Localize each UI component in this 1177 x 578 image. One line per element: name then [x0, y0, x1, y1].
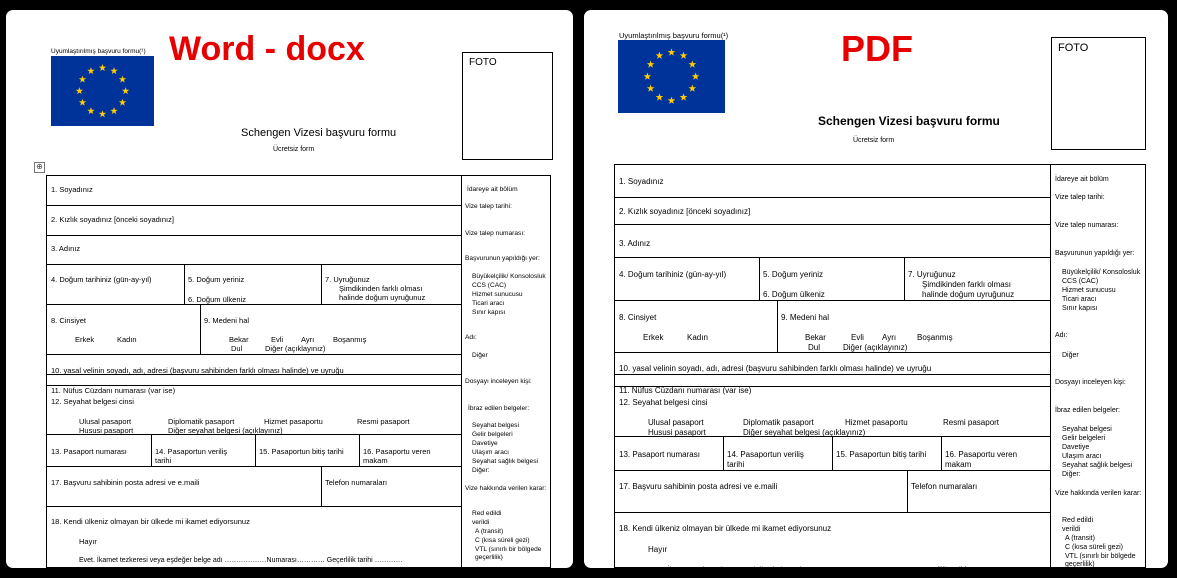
field-travel-document-type: 12. Seyahat belgesi cinsi [51, 397, 134, 406]
field-passport-issue-date-2: tarihi [155, 456, 172, 465]
pdf-side-application-number: Vize talep numarası: [1055, 222, 1119, 229]
pdf-option-separated[interactable]: Ayrı [882, 333, 897, 342]
pdf-option-residence-yes[interactable]: Evet. İkamet tezkeresi veya eşdeğer belge adı ………………Numarası………… Geçerlilik tarihi ………… [648, 565, 1000, 574]
field-passport-expiry[interactable]: 15. Pasaportun bitiş tarihi [259, 447, 344, 456]
pdf-side-file-handled-by: Dosyayı inceleyen kişi: [1055, 379, 1126, 386]
option-female[interactable]: Kadın [117, 335, 137, 344]
pdf-field-residence: 18. Kendi ülkeniz olmayan bir ülkede mi ikamet ediyorsunuz [619, 524, 832, 533]
field-residence: 18. Kendi ülkeniz olmayan bir ülkede mi ikamet ediyorsunuz [51, 517, 250, 526]
pdf-field-travel-document-type: 12. Seyahat belgesi cinsi [619, 398, 708, 407]
eu-flag-star-icon [668, 97, 676, 104]
pdf-field-passport-issuer[interactable]: 16. Pasaportu veren [945, 450, 1018, 459]
field-address-email[interactable]: 17. Başvuru sahibinin posta adresi ve e.maili [51, 478, 200, 487]
pdf-side-lodged-embassy: Büyükelçilik/ Konsolosluk [1062, 269, 1141, 276]
pdf-field-nationality-note-2: halinde doğum uyruğunuz [922, 290, 1015, 299]
side-decision-ltv: VTL (sınırlı bir bölgede geçerlilik) [475, 546, 542, 561]
option-single[interactable]: Bekar [229, 335, 249, 344]
pdf-label: PDF [841, 28, 913, 69]
eu-flag-star-icon [110, 107, 117, 114]
eu-flag-star-icon [119, 99, 126, 106]
field-birth-date[interactable]: 4. Doğum tarihiniz (gün-ay-yıl) [51, 275, 152, 284]
option-marital-other[interactable]: Diğer (açıklayınız) [265, 344, 326, 353]
option-separated[interactable]: Ayrı [301, 335, 315, 344]
table-move-handle-icon[interactable]: ⊕ [34, 162, 45, 173]
word-panel [6, 10, 573, 568]
eu-flag-star-icon [656, 93, 664, 100]
side-doc-transport: Ulaşım aracı [472, 449, 510, 456]
pdf-side-decision-a: A (transit) [1065, 535, 1095, 542]
eu-flag-star-icon [79, 76, 86, 83]
pdf-option-marital-other[interactable]: Diğer (açıklayınız) [843, 343, 908, 352]
pdf-form-title: Schengen Vizesi başvuru formu [818, 114, 1000, 128]
eu-flag-star-icon [647, 85, 655, 92]
side-lodged-intermediary: Ticari aracı [472, 300, 505, 307]
pdf-field-passport-expiry[interactable]: 15. Pasaportun bitiş tarihi [836, 450, 927, 459]
pdf-side-official-section: İdareye ait bölüm [1055, 176, 1109, 183]
field-nationality-note-2: halinde doğum uyruğunuz [339, 293, 426, 302]
option-service-passport[interactable]: Hizmet pasaportu [264, 417, 323, 426]
field-sex: 8. Cinsiyet [51, 316, 87, 325]
field-birth-country[interactable]: 6. Doğum ülkeniz [188, 295, 246, 304]
pdf-option-male[interactable]: Erkek [643, 333, 664, 342]
pdf-field-address-email[interactable]: 17. Başvuru sahibinin posta adresi ve e.maili [619, 482, 778, 491]
side-decision-issued: verildi [472, 519, 490, 526]
option-widow[interactable]: Dul [231, 344, 243, 353]
field-passport-number[interactable]: 13. Pasaport numarası [51, 447, 127, 456]
field-nationality[interactable]: 7. Uyruğunuz [325, 275, 370, 284]
eu-flag-star-icon [680, 93, 688, 100]
field-marital-status: 9. Medeni hal [204, 316, 250, 325]
pdf-side-doc-invitation: Davetiye [1062, 444, 1090, 451]
pdf-field-guardian[interactable]: 10. yasal velinin soyadı, adı, adresi (başvuru sahibinden farklı olması halinde) ve uyruğu [619, 364, 932, 373]
pdf-option-female[interactable]: Kadın [687, 333, 708, 342]
side-decision-a: A (transit) [475, 528, 504, 535]
eu-flag-star-icon [644, 72, 652, 79]
form-title: Schengen Vizesi başvuru formu [241, 127, 397, 139]
pdf-option-married[interactable]: Evli [851, 333, 864, 342]
pdf-side-other: Diğer [1062, 352, 1079, 359]
eu-flag-star-icon [689, 85, 697, 92]
option-diplomatic-passport[interactable]: Diplomatik pasaport [168, 417, 235, 426]
option-ordinary-passport[interactable]: Ulusal pasaport [79, 417, 132, 426]
pdf-field-nationality-note-1: Şimdikinden farklı olması [922, 280, 1011, 289]
option-married[interactable]: Evli [271, 335, 284, 344]
pdf-field-passport-number[interactable]: 13. Pasaport numarası [619, 450, 700, 459]
pdf-side-doc-transport: Ulaşım aracı [1062, 453, 1102, 460]
side-name: Adı: [465, 334, 477, 341]
pdf-form-subtitle: Ücretsiz form [853, 137, 895, 144]
pdf-side-doc-insurance: Seyahat sağlık belgesi [1062, 462, 1133, 469]
side-doc-invitation: Davetiye [472, 440, 498, 447]
form-subtitle: Ücretsiz form [273, 146, 315, 153]
pdf-side-doc-means: Gelir belgeleri [1062, 435, 1106, 442]
pdf-side-lodged-provider: Hizmet sunucusu [1062, 287, 1116, 294]
side-doc-travel: Seyahat belgesi [472, 422, 519, 429]
side-decision-c: C (kısa süreli gezi) [475, 537, 530, 544]
consolidated-form-note: Uyumlaştırılmış başvuru formu(¹) [51, 48, 146, 55]
word-docx-label: Word - docx [169, 30, 365, 68]
pdf-form-table [614, 164, 1146, 574]
pdf-side-doc-other: Diğer: [1062, 471, 1081, 478]
side-official-section: İdareye ait bölüm [467, 186, 518, 193]
field-guardian[interactable]: 10. yasal velinin soyadı, adı, adresi (başvuru sahibinden farklı olması halinde) ve uyruğu [51, 366, 344, 375]
pdf-field-surname[interactable]: 1. Soyadınız [619, 177, 664, 186]
field-phone[interactable]: Telefon numaraları [325, 478, 388, 487]
pdf-side-decision-ltv: VTL (sınırlı bir bölgede geçerlilik) [1065, 553, 1136, 569]
pdf-side-application-date: Vize talep tarihi: [1055, 194, 1105, 201]
field-nationality-note-1: Şimdikinden farklı olması [339, 284, 423, 293]
side-decision-refused: Red edildi [472, 510, 502, 517]
pdf-field-birth-country[interactable]: 6. Doğum ülkeniz [763, 290, 825, 299]
pdf-field-passport-issue-date-2: tarihi [727, 460, 745, 469]
eu-flag-star-icon [99, 64, 106, 71]
pdf-field-id-number[interactable]: 11. Nüfus Cüzdanı numarası (var ise) [619, 386, 752, 395]
eu-flag-star-icon [122, 87, 129, 94]
side-visa-decision: Vize hakkında verilen karar: [465, 485, 547, 492]
pdf-field-sex: 8. Cinsiyet [619, 313, 657, 322]
eu-flag-star-icon [647, 60, 655, 67]
field-passport-issuer[interactable]: 16. Pasaportu veren [363, 447, 431, 456]
pdf-option-other-travel-document[interactable]: Diğer seyahat belgesi (açıklayınız) [743, 428, 866, 437]
pdf-side-visa-decision: Vize hakkında verilen karar: [1055, 490, 1142, 497]
pdf-side-name: Adı: [1055, 332, 1068, 339]
pdf-field-passport-issuer-2: makam [945, 460, 972, 469]
eu-flag-svg [51, 56, 154, 126]
pdf-field-nationality[interactable]: 7. Uyruğunuz [908, 270, 956, 279]
pdf-field-passport-issue-date[interactable]: 14. Pasaportun veriliş [727, 450, 804, 459]
pdf-field-phone[interactable]: Telefon numaraları [911, 482, 978, 491]
eu-flag-star-icon [692, 72, 700, 79]
side-supporting-docs: İbraz edilen belgeler: [468, 405, 530, 412]
option-residence-no[interactable]: Hayır [79, 537, 97, 546]
side-lodged-at: Başvurunun yapıldığı yer: [465, 255, 540, 262]
eu-flag-star-icon [689, 60, 697, 67]
pdf-option-official-passport[interactable]: Resmi pasaport [943, 418, 1000, 427]
side-other: Diğer [472, 352, 488, 359]
pdf-side-lodged-cac: CCS (CAC) [1062, 278, 1099, 285]
pdf-field-first-name[interactable]: 3. Adınız [619, 239, 651, 248]
pdf-side-lodged-border: Sınır kapısı [1062, 305, 1098, 312]
pdf-photo-box: FOTO [1051, 37, 1146, 150]
pdf-option-special-passport[interactable]: Hususi pasaport [648, 428, 706, 437]
field-passport-issue-date[interactable]: 14. Pasaportun veriliş [155, 447, 228, 456]
field-maiden-name[interactable]: 2. Kızlık soyadınız [önceki soyadınız] [51, 215, 174, 224]
pdf-side-lodged-at: Başvurunun yapıldığı yer: [1055, 250, 1135, 257]
side-lodged-cac: CCS (CAC) [472, 282, 507, 289]
pdf-option-divorced[interactable]: Boşanmış [917, 333, 953, 342]
side-doc-other: Diğer: [472, 467, 490, 474]
pdf-option-single[interactable]: Bekar [805, 333, 826, 342]
option-residence-yes[interactable]: Evet. İkamet tezkeresi veya eşdeğer belge adı ………………Numarası………… Geçerlilik tarihi ………… [79, 557, 403, 564]
eu-flag-star-icon [76, 87, 83, 94]
side-application-date: Vize talep tarihi: [465, 203, 512, 210]
pdf-field-birth-date[interactable]: 4. Doğum tarihiniz (gün-ay-yıl) [619, 270, 727, 279]
option-divorced[interactable]: Boşanmış [333, 335, 367, 344]
pdf-side-lodged-intermediary: Ticari aracı [1062, 296, 1097, 303]
eu-flag-star-icon [99, 110, 106, 117]
pdf-field-birth-place[interactable]: 5. Doğum yeriniz [763, 270, 824, 279]
eu-flag-star-icon [119, 76, 126, 83]
option-official-passport[interactable]: Resmi pasaport [357, 417, 410, 426]
pdf-side-decision-c: C (kısa süreli gezi) [1065, 544, 1123, 551]
eu-flag-star-icon [79, 99, 86, 106]
pdf-side-supporting-docs: İbraz edilen belgeler: [1055, 407, 1120, 414]
pdf-field-maiden-name[interactable]: 2. Kızlık soyadınız [önceki soyadınız] [619, 207, 751, 216]
option-other-travel-document[interactable]: Diğer seyahat belgesi (açıklayınız) [168, 426, 283, 435]
pdf-side-decision-issued: verildi [1062, 526, 1081, 533]
pdf-eu-flag-svg [618, 40, 725, 113]
field-passport-issuer-2: makam [363, 456, 388, 465]
option-male[interactable]: Erkek [75, 335, 95, 344]
pdf-panel [584, 10, 1168, 574]
eu-flag-star-icon [87, 107, 94, 114]
pdf-eu-flag-icon [618, 40, 725, 113]
eu-flag-star-icon [110, 67, 117, 74]
pdf-field-marital-status: 9. Medeni hal [781, 313, 830, 322]
pdf-option-ordinary-passport[interactable]: Ulusal pasaport [648, 418, 704, 427]
pdf-option-residence-no[interactable]: Hayır [648, 545, 668, 554]
side-lodged-provider: Hizmet sunucusu [472, 291, 523, 298]
pdf-side-decision-refused: Red edildi [1062, 517, 1094, 524]
side-file-handled-by: Dosyayı inceleyen kişi: [465, 378, 532, 385]
side-lodged-embassy: Büyükelçilik/ Konsolosluk [472, 273, 546, 280]
eu-flag-star-icon [656, 52, 664, 59]
field-surname[interactable]: 1. Soyadınız [51, 185, 93, 194]
side-doc-means: Gelir belgeleri [472, 431, 513, 438]
pdf-option-widow[interactable]: Dul [808, 343, 821, 352]
pdf-option-service-passport[interactable]: Hizmet pasaportu [845, 418, 908, 427]
eu-flag-star-icon [87, 67, 94, 74]
word-form-table [46, 175, 551, 568]
pdf-option-diplomatic-passport[interactable]: Diplomatik pasaport [743, 418, 814, 427]
side-doc-insurance: Seyahat sağlık belgesi [472, 458, 538, 465]
eu-flag-icon [51, 56, 154, 126]
eu-flag-star-icon [668, 48, 676, 55]
side-application-number: Vize talep numarası: [465, 230, 525, 237]
photo-box: FOTO [462, 52, 553, 160]
side-lodged-border: Sınır kapısı [472, 309, 506, 316]
field-id-number[interactable]: 11. Nüfus Cüzdanı numarası (var ise) [51, 386, 176, 395]
field-first-name[interactable]: 3. Adınız [51, 244, 81, 253]
eu-flag-star-icon [680, 52, 688, 59]
field-birth-place[interactable]: 5. Doğum yeriniz [188, 275, 245, 284]
option-special-passport[interactable]: Hususi pasaport [79, 426, 134, 435]
pdf-side-doc-travel: Seyahat belgesi [1062, 426, 1112, 433]
pdf-consolidated-form-note: Uyumlaştırılmış başvuru formu(¹) [619, 31, 729, 40]
